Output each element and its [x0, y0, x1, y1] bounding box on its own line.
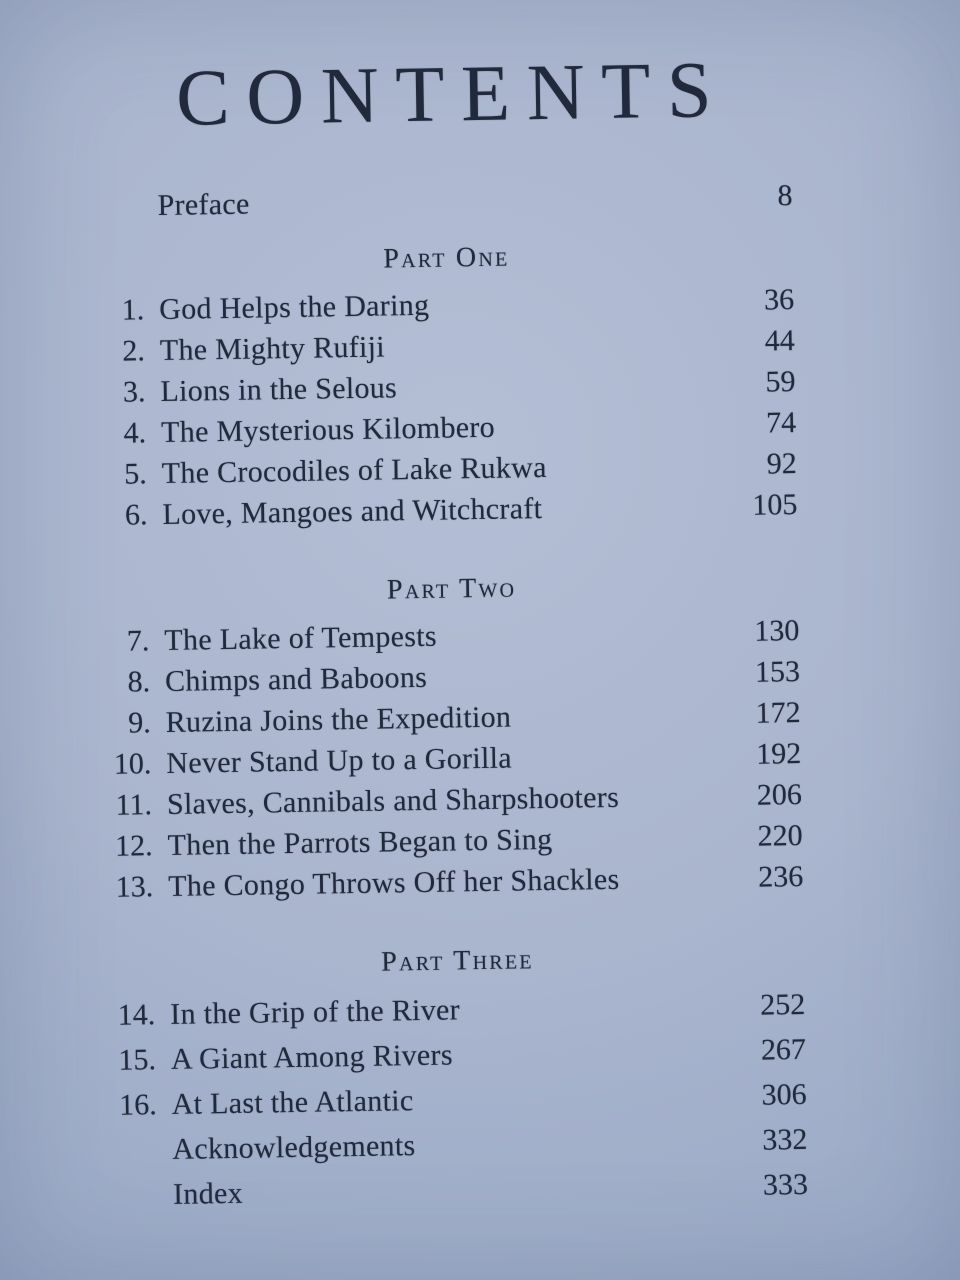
- chapter-number: 16.: [118, 1088, 157, 1122]
- page-number: 267: [760, 1032, 807, 1067]
- chapter-title: Index: [172, 1176, 244, 1211]
- chapter-number: 4.: [123, 416, 147, 450]
- chapter-number: 7.: [126, 624, 150, 658]
- chapter-number: [114, 1159, 158, 1160]
- page-number: 105: [752, 488, 798, 522]
- chapter-number: 13.: [115, 870, 154, 904]
- chapter-title: Slaves, Cannibals and Sharpshooters: [166, 780, 620, 821]
- chapter-number: 10.: [113, 747, 152, 781]
- chapter-number: 1.: [121, 293, 145, 327]
- chapter-title: The Congo Throws Off her Shackles: [168, 862, 620, 903]
- chapter-number: [99, 215, 143, 216]
- page-number: 252: [759, 987, 806, 1022]
- chapter-title: Acknowledgements: [172, 1129, 416, 1166]
- chapter-title: Love, Mangoes and Witchcraft: [162, 492, 543, 531]
- chapter-title: God Helps the Daring: [158, 288, 430, 327]
- chapter-title: The Mysterious Kilombero: [160, 410, 496, 449]
- page-number: 192: [756, 736, 802, 771]
- chapter-title: The Mighty Rufiji: [159, 330, 386, 368]
- chapter-number: 11.: [115, 788, 153, 822]
- chapter-title: At Last the Atlantic: [171, 1084, 414, 1121]
- chapter-title: The Lake of Tempests: [164, 619, 438, 657]
- page-number: 306: [761, 1077, 807, 1112]
- part-heading: Part Three: [380, 944, 535, 978]
- page-number: 333: [762, 1167, 809, 1202]
- page-number: 236: [757, 859, 804, 894]
- page-number: 44: [764, 324, 796, 358]
- page-number: 172: [755, 695, 801, 730]
- chapter-number: 15.: [118, 1043, 157, 1077]
- part-heading: Part Two: [386, 572, 517, 606]
- page-number: 59: [765, 365, 796, 399]
- chapter-number: [114, 1204, 158, 1205]
- chapter-title: Lions in the Selous: [160, 371, 398, 409]
- page-number: 36: [763, 283, 795, 317]
- chapter-number: 8.: [127, 665, 151, 699]
- toc-entry: [0, 172, 956, 228]
- chapter-title: A Giant Among Rivers: [170, 1038, 454, 1076]
- chapter-number: 2.: [122, 334, 146, 368]
- chapter-number: 5.: [124, 457, 148, 491]
- page-number: 74: [765, 406, 797, 440]
- page-title: CONTENTS: [175, 46, 730, 143]
- chapter-title: Then the Parrots Began to Sing: [167, 822, 553, 862]
- page-number: 220: [757, 818, 803, 853]
- chapter-title: The Crocodiles of Lake Rukwa: [161, 450, 547, 490]
- chapter-number: 14.: [117, 998, 156, 1032]
- chapter-title: In the Grip of the River: [170, 993, 461, 1031]
- page-number: 130: [754, 614, 800, 648]
- chapter-title: Ruzina Joins the Expedition: [165, 700, 512, 739]
- chapter-title: Never Stand Up to a Gorilla: [166, 741, 513, 780]
- chapter-number: 3.: [122, 375, 146, 409]
- page-number: 332: [762, 1122, 808, 1157]
- table-of-contents: [0, 172, 960, 1219]
- page-number: 153: [754, 654, 801, 689]
- chapter-number: 6.: [124, 498, 148, 532]
- chapter-title: Chimps and Baboons: [164, 660, 428, 698]
- part-heading: Part One: [383, 241, 510, 275]
- page-number: 92: [766, 447, 797, 481]
- chapter-number: 12.: [114, 829, 153, 863]
- page-number: 8: [777, 179, 793, 213]
- page-number: 206: [756, 777, 803, 812]
- chapter-number: 9.: [127, 706, 151, 740]
- chapter-title: Preface: [157, 187, 250, 223]
